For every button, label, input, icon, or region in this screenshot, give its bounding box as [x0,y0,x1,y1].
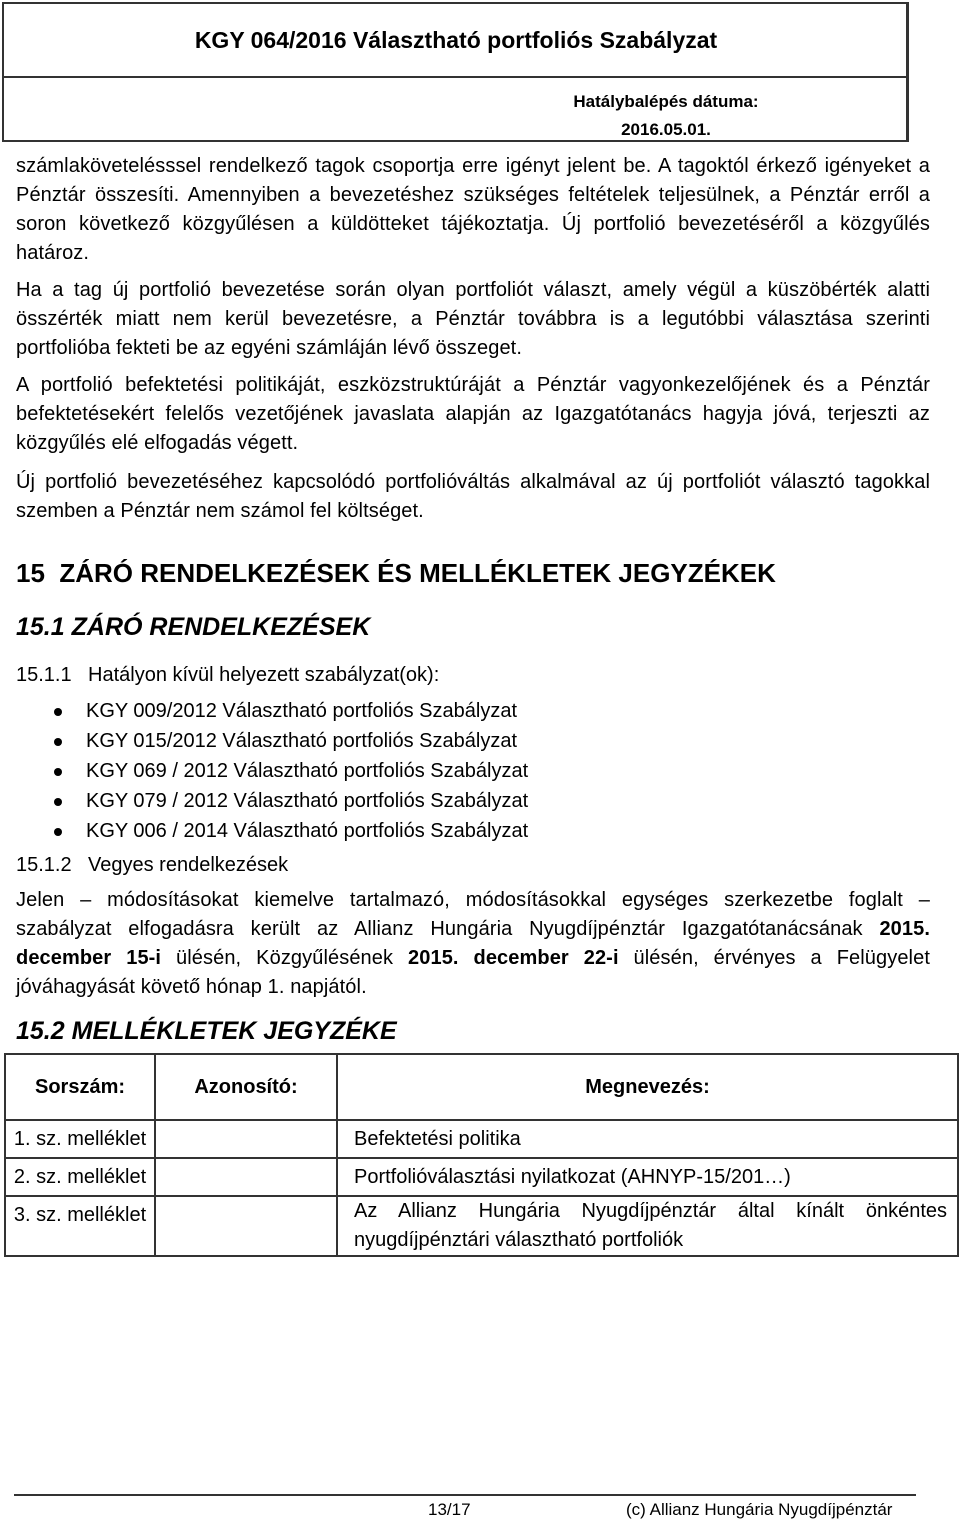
page-footer [14,1494,916,1526]
effective-date: 2016.05.01. [621,120,711,139]
subsection-heading [16,1014,930,1048]
subsubsection-heading [16,660,930,690]
subsection-number: 15.2 [16,1017,65,1045]
document-title: KGY 064/2016 Választható portfoliós Szabályzat [4,4,908,78]
subsubsection-title: Vegyes rendelkezések [88,854,289,876]
subsection-title: ZÁRÓ RENDELKEZÉSEK [71,613,371,641]
subsection-title: MELLÉKLETEK JEGYZÉKE [71,1017,397,1045]
bullet-icon [54,768,62,776]
annex-id [155,1196,337,1256]
misc-provisions: Jelen – módosításokat kiemelve tartalmazó, módosításokkal egységes szerkezetbe foglalt – szabályzat elfogadásra került az Allianz Hungária Nyugdíjpénztár Igazgatótanácsának 2015. december 15-i ülésén, Közgyűlésének 2015. december 22-i ülésén, érvényes a Felügyelet jóváhagyását követő hónap 1. napjától. [16,889,930,998]
annex-name: Az Allianz Hungária Nyugdíjpénztár által kínált önkéntes nyugdíjpénztári választható portfoliók [337,1196,958,1256]
subsection-number: 15.1 [16,613,65,641]
subsubsection-number: 15.1.2 [16,854,72,876]
header-border [906,2,909,142]
document-header [2,2,908,142]
page-number: 13/17 [428,1500,471,1519]
annex-table [4,1053,959,1257]
bullet-icon [54,738,62,746]
paragraph: számlakövetelésssel rendelkező tagok csoportja erre igényt jelent be. A tagoktól érkező igényeket a Pénztár összesíti. Amennyiben a bevezetéshez szükséges feltételek teljesülnek, a Pénztár erről a soron következő közgyűlésen a küldötteket tájékoztatja. Új portfolió bevezetéséről a közgyűlés határoz. [16,155,930,264]
effective-date-block [4,78,908,144]
list-item: KGY 079 / 2012 Választható portfoliós Szabályzat [16,786,930,816]
annex-name: Befektetési politika [337,1120,958,1158]
list-item: KGY 015/2012 Választható portfoliós Szabályzat [16,726,930,756]
paragraph: Új portfolió bevezetéséhez kapcsolódó portfolióváltás alkalmával az új portfoliót választó tagokkal szemben a Pénztár nem számol fel költséget. [16,471,930,522]
annex-number: 3. sz. melléklet [5,1196,155,1256]
table-row [5,1120,958,1158]
bullet-icon [54,828,62,836]
section-heading: 15 ZÁRÓ RENDELKEZÉSEK ÉS MELLÉKLETEK JEGYZÉKEK [16,558,776,588]
column-header-id: Azonosító: [155,1054,337,1120]
list-item: KGY 009/2012 Választható portfoliós Szabályzat [16,696,930,726]
list-item: KGY 006 / 2014 Választható portfoliós Szabályzat [16,816,930,846]
annex-number: 1. sz. melléklet [5,1120,155,1158]
bullet-icon [54,798,62,806]
subsubsection-number: 15.1.1 [16,664,72,686]
annex-id [155,1158,337,1196]
subsubsection-title: Hatályon kívül helyezett szabályzat(ok): [88,664,440,686]
table-row [5,1158,958,1196]
effective-date-label: Hatálybalépés dátuma: [573,92,759,111]
column-header-name: Megnevezés: [337,1054,958,1120]
table-header-row [5,1054,958,1120]
copyright: (c) Allianz Hungária Nyugdíjpénztár [626,1500,893,1519]
paragraph: A portfolió befektetési politikáját, eszközstruktúráját a Pénztár vagyonkezelőjének és a Pénztár befektetésekért felelős vezetőjének javaslata alapján az Igazgatótanács hagyja jóvá, terjeszti az közgyűlés elé elfogadás végett. [16,374,930,454]
annex-id [155,1120,337,1158]
subsubsection-heading [16,850,930,880]
list-item: KGY 069 / 2012 Választható portfoliós Szabályzat [16,756,930,786]
table-row [5,1196,958,1256]
column-header-number: Sorszám: [5,1054,155,1120]
revoked-list [16,696,930,846]
document-body [16,152,930,1048]
subsection-heading [16,610,930,644]
bullet-icon [54,708,62,716]
annex-number: 2. sz. melléklet [5,1158,155,1196]
annex-name: Portfolióválasztási nyilatkozat (AHNYP-15/201…) [337,1158,958,1196]
paragraph: Ha a tag új portfolió bevezetése során olyan portfoliót választ, amely végül a küszöbérték alatti összérték miatt nem kerül bevezetésre, a Pénztár továbbra is a legutóbbi választása szerinti portfolióba fekteti be az egyéni számláján lévő összeget. [16,279,930,359]
